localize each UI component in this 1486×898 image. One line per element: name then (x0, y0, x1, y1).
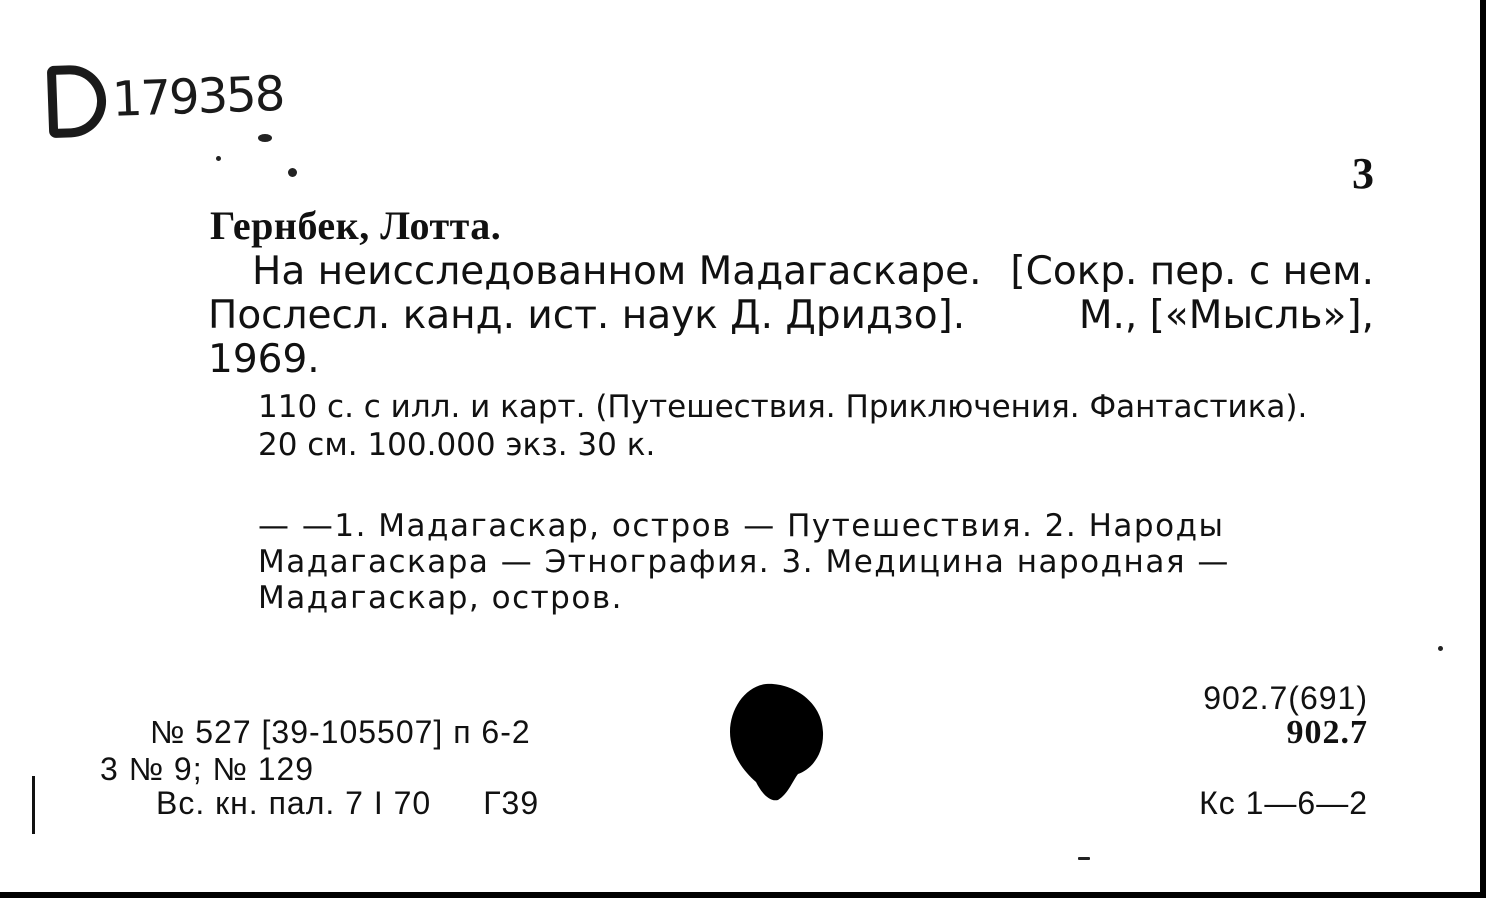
ink-blot (728, 682, 824, 802)
physical-line: 20 см. 100.000 экз. 30 к. (258, 427, 656, 463)
subject-headings (208, 508, 1374, 616)
publication-year: 1969. (208, 337, 320, 382)
library-stamp (47, 58, 285, 138)
subject-text: — —1. Мадагаскар, остров — Путешествия. 2. Народы Мадагаскара — Этнография. 3. Медицина народная — Мадагаскар, остров. (258, 508, 1230, 616)
udc-code: 902.7 (1286, 714, 1368, 751)
title-line-text: Послесл. канд. ист. наук Д. Дридзо]. (208, 293, 966, 338)
ink-speck (258, 134, 272, 142)
accession-line-1: № 527 [39-105507] п 6-2 (150, 714, 531, 750)
title-description (208, 250, 1374, 382)
title-line (208, 250, 1374, 294)
title-line (208, 294, 1374, 338)
catalog-index: Кс 1—6—2 (1199, 785, 1368, 821)
ink-speck (216, 156, 221, 161)
title-line-text: На неисследованном Мадагаскаре. (252, 249, 982, 294)
physical-line: 110 с. с илл. и карт. (Путешествия. Приключения. Фантастика). (258, 389, 1308, 425)
chamber-registration: Вс. кн. пал. 7 I 70 (156, 785, 432, 821)
ink-speck (1078, 857, 1090, 860)
udc-full-code: 902.7(691) (1203, 680, 1368, 716)
author-heading: Гернбек, Лотта. (210, 203, 502, 248)
accession-line-3 (156, 785, 539, 822)
ink-speck (288, 168, 297, 177)
ink-speck (1438, 646, 1443, 651)
title-line-text: [Сокр. пер. с нем. (1010, 249, 1374, 294)
author-mark: Г39 (483, 785, 540, 821)
physical-description (258, 388, 1374, 464)
stamp-number: 179358 (111, 65, 285, 128)
title-line (208, 338, 1374, 382)
accession-line-2: 3 № 9; № 129 (100, 751, 315, 787)
stamp-letter-mark (47, 64, 107, 138)
card-number: 3 (1352, 149, 1374, 198)
title-line-text: М., [«Мысль»], (1078, 293, 1374, 338)
margin-mark (32, 776, 35, 834)
